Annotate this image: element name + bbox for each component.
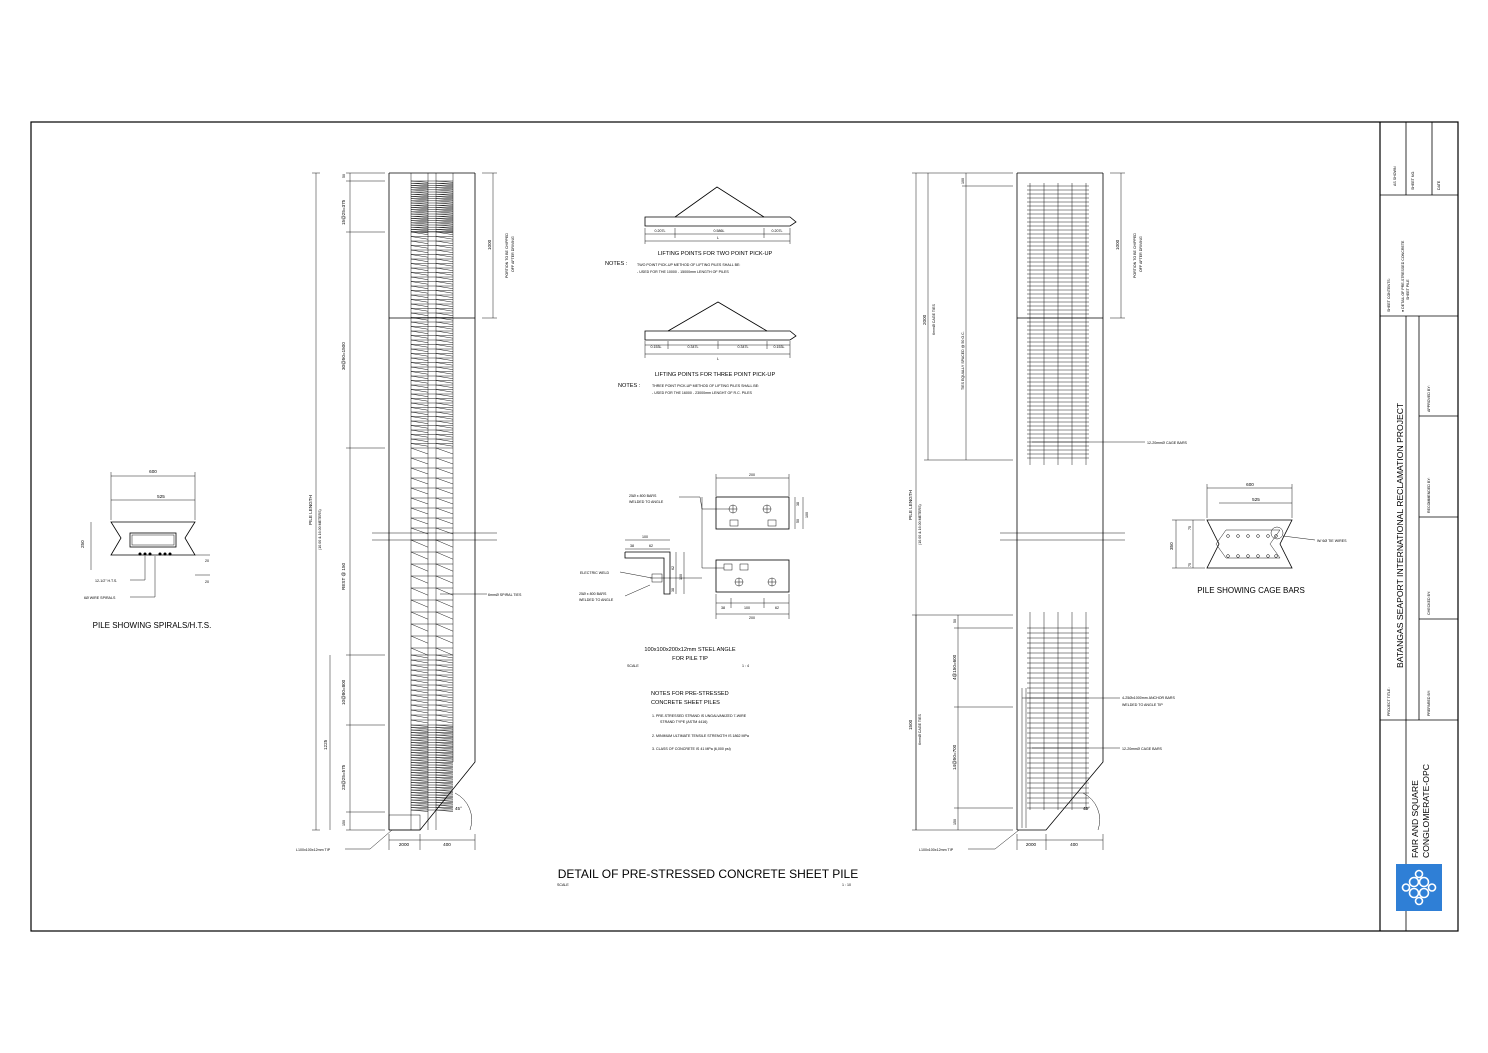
sa-dim-38c: 38 <box>671 588 675 592</box>
tb-sheet-no: SHEET NO. <box>1411 170 1415 190</box>
tb-company-1: FAIR AND SQUARE <box>1410 780 1420 858</box>
main-scale-value: 1 : 10 <box>842 883 851 887</box>
pl-spacing-5: 23@25=575 <box>341 764 346 790</box>
sa-dim-200-top: 200 <box>749 473 755 477</box>
tb-project-label: PROJECT TITLE : <box>1387 686 1391 716</box>
pl-spiral-ties: 6mmØ SPIRAL TIES <box>488 593 522 597</box>
sa-dim-62: 62 <box>649 544 653 548</box>
l2-note-1: TWO POINT PICK-UP METHOD OF LIFTING PILES SHALL BE: <box>637 263 741 267</box>
company-logo <box>1396 864 1442 911</box>
tb-sheet-contents-label: SHEET CONTENTS: <box>1387 278 1391 312</box>
l2-seg-a: 0.207L <box>654 229 666 233</box>
tb-approved-by: APPROVED BY: <box>1427 385 1431 412</box>
pr-pile-length-note: (10.00 & 16.00 METERS) <box>918 504 922 545</box>
pr-anchor-2: WELDED TO ANGLE TIP <box>1122 703 1163 707</box>
pr-bottom-b: 400 <box>1070 842 1078 847</box>
tb-recommended-by: RECOMMENDED BY: <box>1427 477 1431 513</box>
l2-title: LIFTING POINTS FOR TWO POINT PICK-UP <box>657 251 773 257</box>
tb-sheet-contents-1: ● DETAIL OF PRE-STRESSED CONCRETE <box>1401 240 1405 312</box>
pl-portion-note-2: OFF AFTER DRIVING <box>511 236 515 272</box>
sa-dim-100-side: 100 <box>679 574 683 580</box>
sa-bars2-2: WELDED TO ANGLE <box>579 598 614 602</box>
sr-label-tie: W/ 6Ø TIE WIRES <box>1317 539 1347 543</box>
np-note-1b: STRAND TYPE (ASTM 4416) <box>660 720 708 724</box>
pr-dim-top: 100 <box>961 178 965 184</box>
pl-bottom-b: 400 <box>443 842 451 847</box>
sa-dim-38d: 38 <box>721 606 725 610</box>
sl-dim-height: 250 <box>80 540 85 548</box>
section-left <box>80 469 211 630</box>
tb-sheet-contents-2: SHEET PILE <box>1406 279 1410 300</box>
l3-seg-b: 0.347L <box>687 345 699 349</box>
sl-label-spirals: 6Ø WIRE SPIRALS <box>84 596 116 600</box>
np-note-3: 3. CLASS OF CONCRETE IS 41 MPa (6,000 psi) <box>652 747 731 751</box>
l3-seg-a: 0.153L <box>650 345 662 349</box>
pr-cage-ties-bottom: 6mmØ CAGE TIES <box>918 714 922 745</box>
pr-dim-1500: 1500 <box>908 719 913 730</box>
sa-dim-50: 50 <box>796 519 800 523</box>
pl-angle: 45° <box>455 806 462 811</box>
sl-dim-width: 600 <box>149 469 157 474</box>
sa-bars-2: WELDED TO ANGLE <box>629 500 664 504</box>
pl-dim-tip: 150 <box>342 820 346 826</box>
sr-dim-height: 350 <box>1169 542 1174 550</box>
pr-portion-dim: 1000 <box>1115 239 1120 250</box>
pl-pile-length-note: (10.00 & 16.00 METERS) <box>318 509 322 550</box>
sa-dim-38b: 38 <box>630 544 634 548</box>
l2-length: L <box>717 236 719 240</box>
sr-title: PILE SHOWING CAGE BARS <box>1197 586 1305 595</box>
sa-title-1: 100x100x200x12mm STEEL ANGLE <box>644 647 736 653</box>
sa-dim-62b: 62 <box>671 566 675 570</box>
l2-note-2: - USED FOR THE 10000 - 15000mm LENGTH OF PILES <box>637 270 729 274</box>
sr-dim-width: 600 <box>1246 482 1254 487</box>
tb-scale-value: AS SHOWN <box>1393 166 1397 186</box>
pr-anchor-1: 4-25Øx1000mm ANCHOR BARS <box>1122 696 1175 700</box>
sr-dim-a: 75 <box>1188 526 1192 530</box>
tb-company-2: CONGLOMERATE-OPC <box>1421 764 1431 858</box>
pl-portion-dim: 1000 <box>487 239 492 250</box>
sa-dim-100-right: 100 <box>805 512 809 518</box>
l3-seg-c: 0.347L <box>737 345 749 349</box>
notes-prestressed <box>651 691 749 751</box>
pl-pile-length: PILE LENGTH <box>308 495 313 525</box>
sheet-border <box>31 122 1458 931</box>
lifting-three <box>618 302 796 395</box>
sa-title-2: FOR PILE TIP <box>672 656 708 662</box>
pr-portion-note-2: OFF AFTER DRIVING <box>1139 236 1143 272</box>
section-right <box>1169 482 1347 595</box>
pl-dim-top: 50 <box>342 174 346 178</box>
pr-spacing-b: 14@50=700 <box>952 744 957 770</box>
sa-electric-weld: ELECTRIC WELD <box>580 571 610 575</box>
np-note-2: 2. MINIMUM ULTIMATE TENSILE STRENGTH IS 1862 MPa <box>652 734 749 738</box>
pl-portion-note-1: PORTION TO BE CHIPPED <box>505 233 509 278</box>
l3-seg-d: 0.153L <box>773 345 785 349</box>
sl-dim-b: 20 <box>205 580 209 584</box>
pr-bottom-a: 2000 <box>1025 842 1037 847</box>
sa-bars-1: 25Ø x 800 BARS <box>629 494 657 498</box>
pr-pile-length: PILE LENGTH <box>908 490 913 520</box>
pr-portion-note-1: PORTION TO BE CHIPPED <box>1133 233 1137 278</box>
tb-prepared-by: PREPARED BY: <box>1427 689 1431 716</box>
sa-dim-100-left: 100 <box>642 535 648 539</box>
pl-dim-1225: 1225 <box>323 739 328 750</box>
pl-spacing-2: 30@50=1500 <box>341 342 346 370</box>
tb-checked-by: CHECKED BY: <box>1427 590 1431 615</box>
main-title-block <box>557 867 858 887</box>
l3-note-2: - USED FOR THE 16000 - 23000mm LENGHT OF R.C. PILES <box>652 391 752 395</box>
l2-seg-b: 0.586L <box>713 229 725 233</box>
pr-cage-ties-top: 6mmØ CAGE TIES <box>932 304 936 335</box>
pl-bottom-a: 2000 <box>398 842 410 847</box>
l3-title: LIFTING POINTS FOR THREE POINT PICK-UP <box>654 372 776 378</box>
sa-bars2-1: 25Ø x 800 BARS <box>579 592 607 596</box>
pr-dim-2000: 2000 <box>922 314 927 325</box>
sr-dim-inner: 525 <box>1252 497 1260 502</box>
l3-notes-label: NOTES : <box>618 383 641 389</box>
tb-date: DATE <box>1437 180 1441 190</box>
l3-length: L <box>717 357 719 361</box>
pl-spacing-1: 15@25=375 <box>341 199 346 225</box>
steel-angle <box>579 473 809 668</box>
pr-cage-bars-top: 12-20mmØ CAGE BARS <box>1147 441 1187 445</box>
pr-dim-150: 150 <box>953 819 957 825</box>
sa-scale-label: SCALE <box>627 664 639 668</box>
np-note-1a: 1. PRE-STRESSED STRAND IS UNGALVANIZED 7-WIRE <box>652 714 747 718</box>
tb-project-title: BATANGAS SEAPORT INTERNATIONAL RECLAMATION PROJECT <box>1395 402 1405 668</box>
pile-left <box>296 173 522 852</box>
pr-tip-label: L100x100x12mm TIP <box>919 848 954 852</box>
l2-notes-label: NOTES : <box>605 261 628 267</box>
pl-tip-label: L100x100x12mm TIP <box>296 848 331 852</box>
sl-title: PILE SHOWING SPIRALS/H.T.S. <box>92 621 212 630</box>
l3-note-1: THREE POINT PICK-UP METHOD OF LIFTING PILES SHALL BE: <box>652 384 760 388</box>
title-block <box>1380 122 1458 931</box>
lifting-two <box>605 187 796 274</box>
l2-seg-c: 0.207L <box>771 229 783 233</box>
sl-dim-a: 20 <box>205 559 209 563</box>
pl-spacing-3: REST @ 150 <box>341 562 346 590</box>
sa-dim-62c: 62 <box>775 606 779 610</box>
np-title-2: CONCRETE SHEET PILES <box>651 700 720 706</box>
sr-dim-b: 75 <box>1188 563 1192 567</box>
sa-dim-100-bottom: 100 <box>744 606 750 610</box>
pl-spacing-4: 10@80=800 <box>341 679 346 705</box>
pr-cage-bars-bottom: 12-20mmØ CAGE BARS <box>1122 747 1162 751</box>
pr-ties-spaced: TIES EQUALLY SPACED @ 50 O.C. <box>961 331 965 390</box>
sl-dim-inner: 525 <box>157 494 165 499</box>
sa-dim-200-bottom: 200 <box>749 616 755 620</box>
pr-dim-50: 50 <box>953 619 957 623</box>
pile-right <box>908 173 1188 852</box>
np-title-1: NOTES FOR PRE-STRESSED <box>651 691 729 697</box>
pr-spacing-a: 4@150=600 <box>952 654 957 680</box>
sl-label-hts: 12-1/2" H.T.S. <box>95 579 118 583</box>
sa-scale-value: 1 : 4 <box>742 664 749 668</box>
main-scale-label: SCALE <box>557 883 569 887</box>
pr-angle: 45° <box>1083 806 1090 811</box>
main-title: DETAIL OF PRE-STRESSED CONCRETE SHEET PILE <box>557 867 859 881</box>
sa-dim-38: 38 <box>796 502 800 506</box>
